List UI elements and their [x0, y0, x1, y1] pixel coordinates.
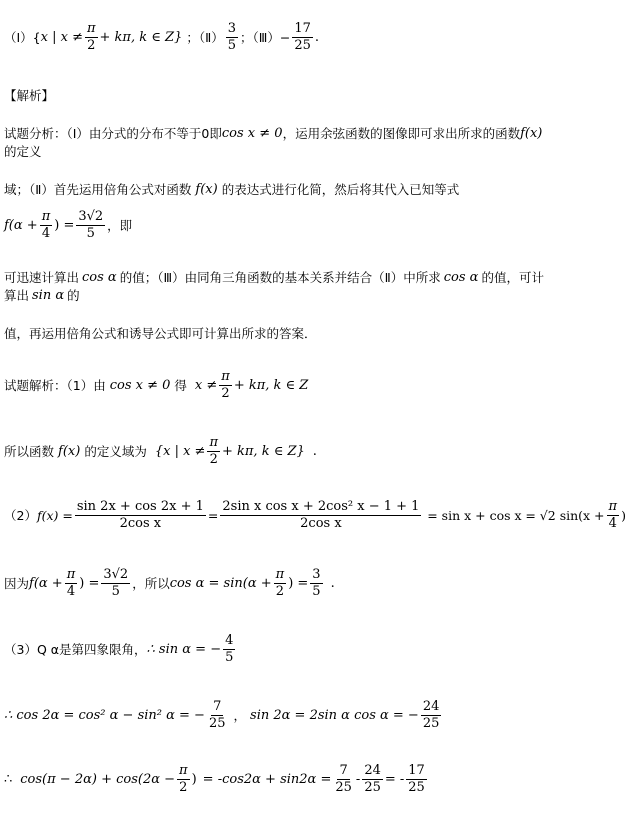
fraction-pi-over-4: $\frac{\pi}{4}$ [66, 567, 76, 600]
math-close-paren: ) [621, 508, 626, 524]
fraction-7-25: $\frac{7}{25}$ [208, 699, 226, 732]
answer-sep-1: ；（Ⅱ） [186, 30, 224, 46]
math-close-paren: ) [191, 772, 197, 787]
fraction-pi-over-4: $\frac{\pi}{4}$ [41, 209, 51, 242]
fraction-four-fifths: $\frac{4}{5}$ [225, 633, 234, 666]
solution-text: （2） [4, 508, 37, 524]
fraction-pi-over-2: $\frac{\pi}{2}$ [179, 763, 188, 796]
math-cosx-neq-0: cos x ≠ 0 [109, 378, 171, 393]
math-cos-sum: cos(π − 2α) + cos(2α − [20, 772, 176, 787]
solution-text: ， [233, 708, 247, 724]
fraction-three-fifths: $\frac{3}{5}$ [312, 567, 321, 600]
solution-text: 因为 [4, 576, 30, 592]
answer-line [4, 22, 626, 54]
math-fx: f(x) [58, 444, 81, 459]
analysis-text: 可迅速计算出 [4, 270, 80, 286]
math-root2-sin: = √2 sin(x + [525, 508, 605, 524]
analysis-text: 的值，可计 [481, 270, 544, 286]
fraction-pi-over-4: $\frac{\pi}{4}$ [608, 499, 618, 532]
analysis-text: ，运用余弦函数的图像即可求出所求的函数 [282, 126, 521, 142]
solution-line-6 [4, 700, 626, 732]
answer-set-x: x | x ≠ [40, 30, 83, 45]
fraction-7-25: $\frac{7}{25}$ [335, 763, 352, 796]
fraction-three-fifths: $\frac{3}{5}$ [227, 21, 236, 54]
solution-line-1 [4, 370, 626, 402]
math-cos-2alpha: ∴ cos 2α = cos² α − sin² α = − [4, 708, 205, 723]
analysis-text: ，即 [107, 218, 133, 234]
solution-text: 试题解析：（1）由 [4, 378, 106, 394]
analysis-line-5 [4, 288, 626, 304]
analysis-line-2 [4, 182, 626, 198]
solution-line-2 [4, 436, 626, 468]
analysis-text: 的 [67, 288, 80, 304]
math-period: . [312, 444, 317, 459]
analysis-line-3 [4, 210, 626, 242]
math-fx-eq: f(x) = [36, 508, 73, 524]
analysis-line-6: 值，再运用倍角公式和诱导公式即可计算出所求的答案． [4, 326, 317, 341]
math-cos-sin-2alpha: = -cos2α + sin2α = [202, 772, 332, 787]
analysis-text: 算出 [4, 288, 30, 304]
math-kpi: + kπ, k ∈ Z [233, 378, 309, 393]
math-sin-2alpha: sin 2α = 2sin α cos α = − [250, 708, 419, 723]
analysis-text: 域；（Ⅱ）首先运用倍角公式对函数 [4, 182, 192, 198]
math-set: {x | x ≠ [154, 444, 206, 459]
answer-kpi: + kπ, k ∈ Z} [99, 30, 183, 45]
solution-text: 所以函数 [4, 444, 55, 460]
math-x-neq: x ≠ [194, 378, 218, 393]
analysis-text: 的表达式进行化简，然后将其代入已知等式 [221, 182, 460, 198]
solution-line-7 [4, 764, 626, 796]
math-cosx-neq-0: cos x ≠ 0 [221, 126, 283, 141]
analysis-text: 的值；（Ⅲ）由同角三角函数的基本关系并结合（Ⅱ）中所求 [119, 270, 441, 286]
fraction-17-25: $\frac{17}{25}$ [408, 763, 425, 796]
math-cos-alpha-eq: cos α = sin(α + [169, 576, 272, 591]
solution-text: ，所以 [132, 576, 170, 592]
math-therefore: ∴ [4, 772, 13, 787]
solution-line-3 [4, 500, 626, 532]
math-eq: ) = [79, 576, 100, 591]
math-sin-alpha-eq: ∴ sin α = − [146, 642, 222, 657]
math-eq: ) = [288, 576, 309, 591]
fraction-3root2-over-5: $\frac{3√2}{5}$ [103, 567, 129, 600]
fraction-pi-over-2: $\frac{\pi}{2}$ [209, 435, 218, 468]
analysis-line-1b: 的定义 [4, 144, 42, 159]
fraction-pi-over-2: $\frac{\pi}{2}$ [275, 567, 285, 600]
math-fx: f(x) [520, 126, 543, 141]
analysis-line-1 [4, 126, 626, 142]
fraction-17-25: $\frac{17}{25}$ [294, 21, 311, 54]
analysis-line-4 [4, 270, 626, 286]
analysis-heading: 【解析】 [4, 88, 55, 103]
math-eq-minus: = - [384, 772, 405, 787]
solution-line-4 [4, 568, 626, 600]
fraction-24-25: $\frac{24}{25}$ [364, 763, 381, 796]
math-cos-alpha: cos α [443, 270, 479, 285]
answer-sep-2: ；（Ⅲ）− [240, 30, 291, 46]
fraction-24-25: $\frac{24}{25}$ [422, 699, 440, 732]
math-minus: - [355, 772, 361, 787]
math-eq: ) = [54, 218, 75, 233]
fraction-3root2-over-5: $\frac{3√2}{5}$ [78, 209, 104, 242]
math-period: . [330, 576, 335, 591]
solution-text: 的定义域为 [84, 444, 147, 460]
math-sin-plus-cos: = sin x + cos x [427, 508, 522, 524]
fraction-f-expanded: $\frac{\text{2sin x cos x + 2cos² x − 1 + 1}}{\text{2cos x}}$ [222, 499, 420, 532]
answer-part1-label: （Ⅰ）{ [4, 30, 41, 46]
solution-line-5 [4, 634, 626, 666]
analysis-text: 试题分析：（Ⅰ）由分式的分布不等于0即 [4, 126, 222, 142]
math-f-alpha: f(α + [29, 576, 63, 591]
fraction-f-expression: $\frac{\sin 2x + \cos 2x + 1}{\text{2cos x}}$ [76, 499, 204, 532]
solution-text: 得 [174, 378, 187, 394]
math-sin-alpha: sin α [32, 288, 65, 303]
answer-end: . [314, 30, 320, 45]
math-kpi: + kπ, k ∈ Z} [221, 444, 305, 459]
fraction-pi-over-2: $\frac{\pi}{2}$ [221, 369, 230, 402]
math-cos-alpha: cos α [82, 270, 117, 285]
math-eq: = [207, 508, 219, 524]
fraction-pi-over-2: $\frac{\pi}{2}$ [86, 21, 96, 54]
solution-text: （3）Q α是第四象限角， [4, 642, 147, 658]
math-f-alpha: f(α + [4, 218, 38, 233]
math-fx: f(x) [195, 182, 218, 197]
